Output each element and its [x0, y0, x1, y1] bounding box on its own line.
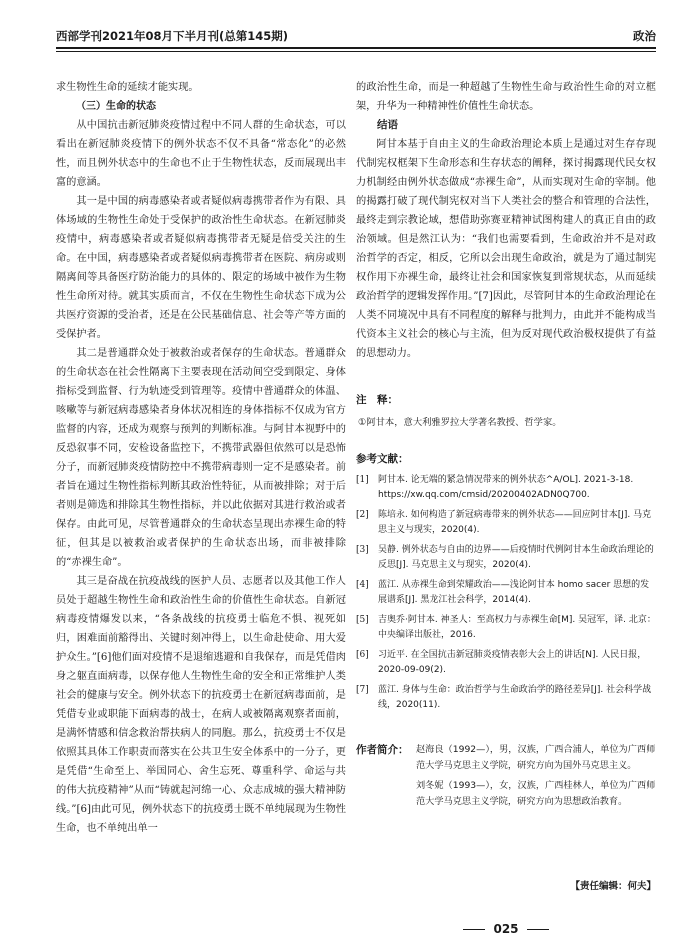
reference-text: 阿甘本. 论无端的紧急情况带来的例外状态^A/OL]. 2021-3-18. https://xw.qq.com/cmsid/20200402ADN0Q700. [378, 474, 634, 500]
left-column [56, 78, 346, 838]
reference-number: [4] [356, 579, 369, 590]
page-header [56, 22, 656, 44]
conclusion-heading: 结语 [377, 119, 398, 131]
author-list [416, 742, 656, 810]
note-item: ①阿甘本，意大利雅罗拉大学著名教授、哲学家。 [358, 417, 562, 428]
section-name: 政治 [633, 29, 656, 43]
reference-item [356, 473, 656, 504]
reference-item [356, 578, 656, 609]
reference-item [356, 648, 656, 679]
reference-text: 蓝江. 身体与生命：政治哲学与生命政治学的路径差异[J]. 社会科学战线，2020(11). [378, 684, 652, 710]
responsible-editor: 【责任编辑：何夫】 [570, 881, 656, 892]
notes-section [356, 392, 656, 431]
paragraph: 其一是中国的病毒感染者或者疑似病毒携带者作为有限、具体场域的生物性生命处于受保护的政治性生命状态。在新冠肺炎疫情中，病毒感染者或者疑似病毒携带者无疑是倍受关注的生命。在中国，病毒感染者或者疑似病毒携带者在医院、病房或则隔离间等具备医疗防治能力的具体的、限定的场域中被作为生物性生命所对待。就其实质而言，不仅在生物性生命状态下成为公共医疗资源的受治者，还是在公民基础信息、社会等产等方面的受保护者。 [56, 196, 346, 340]
page-number-footer [356, 922, 656, 936]
reference-item [356, 613, 656, 644]
reference-number: [5] [356, 614, 369, 625]
reference-text: 习近平. 在全国抗击新冠肺炎疫情表彰大会上的讲话[N]. 人民日报，2020-09-09(2). [378, 649, 647, 675]
paragraph: 其三是奋战在抗疫战线的医护人员、志愿者以及其他工作人员处于超越生物性生命和政治性生命的价值性生命状态。自新冠病毒疫情爆发以来，“各条战线的抗疫勇士临危不惧、视死如归，困难面前豁得出、关键时刻冲得上，以生命赴使命、用大爱护众生。”[6]他们面对疫情不是退缩逃避和自我保存，而是凭借肉身之躯直面病毒，以保存他人生物性生命的安全和正常维护人类社会的健康与安全。例外状态下的抗疫勇士在新冠病毒面前，是凭借专业或职能下面病毒的战士，在病人或被隔离观察者面前，是满怀情感和信念救治帮扶病人的同胞。那么，抗疫勇士不仅是依照其具体工作职责而落实在公共卫生安全体系中的一分子，更是凭借“生命至上、举国同心、舍生忘死、尊重科学、命运与共的伟大抗疫精神”从而“铸就起河绵一心、众志成城的强大精神防线。”[6]由此可见，例外状态下的抗疫勇士既不单纯展现为生物性生命，也不单纯出单一 [56, 576, 346, 834]
reference-item [356, 683, 656, 714]
authors-label: 作者简介： [356, 744, 409, 756]
dash-decoration [527, 929, 549, 931]
journal-title: 西部学刊2021年08月下半月刊(总第145期) [56, 29, 289, 43]
paragraph: 阿甘本基于自由主义的生命政治理论本质上是通过对生存存现代制宪权框架下生命形态和生存状态的阐释，探讨揭露现代民女权力机制经由例外状态做成“赤裸生命”，从而实现对生命的宰制。他的揭露打破了现代制宪权对当下人类社会的整合和管理的合法性，最终走到宗教论域，想借助弥赛亚精神试图构建人的真正自由的政治领域。但是然江认为：“我们也需要看到，生命政治并不是对政治哲学的否定，相反，它所以会出现生命政治，就是为了通过制宪权作用下亦裸生命，最终让社会和国家恢复到常规状态，从而延续政治哲学的逻辑发挥作用。”[7]因此，尽管阿甘本的生命政治理论在人类不同境况中具有不同程度的解释与批判力，由此并不能构成当代资本主义社会的核心与主流，但为反对现代政治极权提供了有益的思想动力。 [356, 139, 656, 359]
reference-number: [2] [356, 509, 369, 520]
reference-number: [6] [356, 649, 369, 660]
reference-number: [3] [356, 544, 369, 555]
paragraph: 从中国抗击新冠肺炎疫情过程中不同人群的生命状态，可以看出在新冠肺炎疫情下的例外状态不仅不具备“常态化”的必然性，而且例外状态中的生命也不止于生物性状态，反而展现出丰富的意涵。 [56, 120, 346, 188]
header-rule-thin [56, 51, 656, 52]
header-rule [56, 47, 656, 49]
reference-number: [1] [356, 474, 369, 485]
reference-text: 陈培永. 如何构造了新冠病毒带来的例外状态——回应阿甘本[J]. 马克思主义与现实，2020(4). [378, 509, 652, 535]
notes-label: 注 释： [356, 394, 398, 406]
reference-item [356, 508, 656, 539]
author-bios [356, 742, 656, 810]
author-bio: 刘冬妮（1993—），女，汉族，广西桂林人，单位为广西师范大学马克思主义学院，研究方向为思想政治教育。 [416, 780, 656, 807]
paragraph: 其二是普通群众处于被救治或者保存的生命状态。普通群众的生命状态在社会性隔离下主要表现在活动间空受到限定、身体指标受到监督、行为轨迹受到管理等。疫情中普通群众的体温、咳嗽等与新冠病毒感染者身体状况相连的身体指标不仅成为官方监督的内容，还成为观察与预判的判断标准。与阿甘本视野中的反恐叙事不同，安检设备监控下，不携带武器但依然可以是恐怖分子，而新冠肺炎疫情防控中不携带病毒则一定不是感染者。前者旨在通过生物性指标判断其政治性特征，从而被排除；对于后者则是筛选和排除其生物性指标，并以此依据对其进行救治或者保存。由此可见，尽管普通群众的生命状态呈现出赤裸生命的特征，但其是以被救治或者保护的生命状态出场，而非被排除的“赤裸生命”。 [56, 348, 346, 568]
reference-text: 吴静. 例外状态与自由的边界——后疫情时代例阿甘本生命政治理论的反思[J]. 马克思主义与现实，2020(4). [378, 544, 654, 570]
references-label: 参考文献： [356, 453, 409, 465]
author-bio: 赵海良（1992—），男，汉族，广西合浦人，单位为广西师范大学马克思主义学院，研究方向为国外马克思主义。 [416, 744, 656, 771]
reference-text: 蓝江. 从赤裸生命到荣耀政治——浅论阿甘本 homo sacer 思想的发展谱系[J]. 黑龙江社会科学，2014(4). [378, 579, 650, 605]
right-column [356, 78, 656, 363]
reference-number: [7] [356, 684, 369, 695]
paragraph: 求生物性生命的延续才能实现。 [56, 82, 199, 93]
dash-decoration [463, 929, 485, 931]
reference-item [356, 543, 656, 574]
references-section [356, 452, 656, 714]
paragraph: 的政治性生命，而是一种超越了生物性生命与政治性生命的对立框架，升华为一种精神性价值性生命状态。 [356, 82, 656, 112]
page-number: 025 [493, 922, 519, 936]
reference-text: 吉奥乔·阿甘本. 神圣人：至高权力与赤裸生命[M]. 吴冠军，译. 北京：中央编译出版社，2016. [378, 614, 656, 640]
author-row [356, 742, 656, 810]
section-subheading: （三）生命的状态 [76, 101, 156, 112]
